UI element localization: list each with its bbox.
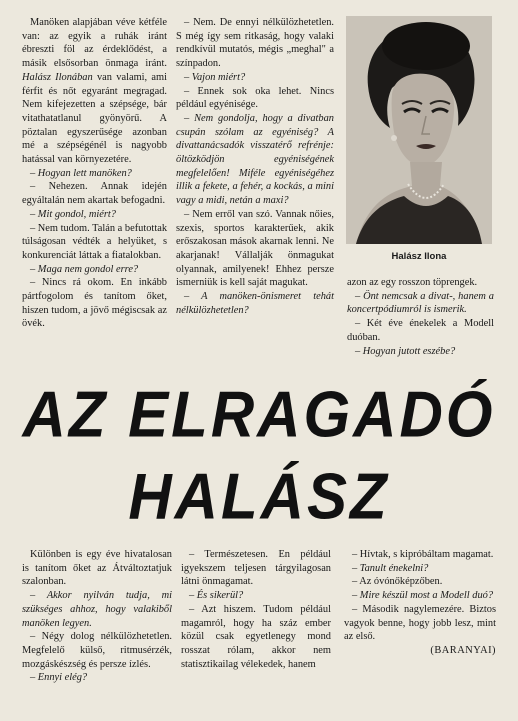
paragraph: – Nem erről van szó. Vannak nőies, szexis, sportos karakterűek, akik erőszakosan mások akarnak lenni. Ne akarjanak! Vállalják önmagukat olyannak, amilyenek! Ehhez persze ismerniük is kell saját magukat. xyxy=(176,208,334,289)
paragraph: – Mit gondol, miért? xyxy=(30,208,117,220)
paragraph: – Az óvónőképzőben. xyxy=(352,576,443,588)
headline-line-1: AZ ELRAGADÓ xyxy=(22,378,496,451)
paragraph: – Vajon miért? xyxy=(184,71,246,83)
paragraph: – Akkor nyilván tudja, mi szükséges ahhoz, hogy valakiből manöken legyen. xyxy=(22,590,172,629)
bottom-column-1 xyxy=(22,548,172,685)
paragraph: – Nem gondolja, hogy a divatban csupán szólam az egyéniség? A divattanácsadók visszatérő refrénje: öltözködjön egyéniségének megfelelően! Miféle egyéniségéhez illik a fekete, a fehér, a kockás, a mini vagy a midi, netán a maxi? xyxy=(176,112,334,207)
paragraph: – Hívtak, s kipróbáltam magamat. xyxy=(352,549,494,560)
paragraph: – Nem. De ennyi nélkülözhetetlen. S még így sem ritkaság, hogy valaki rendkívül mutatós, mégis „meghal" a színpadon. xyxy=(176,17,334,70)
paragraph: – És sikerül? xyxy=(189,590,244,602)
paragraph: – Mire készül most a Modell duó? xyxy=(352,590,494,602)
article-column-1 xyxy=(22,16,167,331)
paragraph: – Azt hiszem. Tudom például magamról, hogy ha száz ember közül csak egyetlenegy mond rosszat rólam, akkor nem statisztikailag vélekedek, hanem xyxy=(181,603,331,670)
paragraph: – Nincs rá okom. En inkább pártfogolom és tanítom őket, hiszen tudom, a jövő mégiscsak az övék. xyxy=(22,277,167,330)
paragraph: – Két éve énekelek a Modell duóban. xyxy=(347,318,494,343)
paragraph: – Nehezen. Annak idején egyáltalán nem akartak befogadni. xyxy=(22,181,167,207)
paragraph: – Nem tudom. Talán a befutottak túlságosan védték a helyüket, s konkurenciát láttak a fiatalokban. xyxy=(22,222,168,261)
name-emphasis: Halász Ilonában xyxy=(22,71,93,83)
bottom-column-3 xyxy=(344,548,496,658)
paragraph: – Maga nem gondol erre? xyxy=(30,263,139,275)
paragraph: – Természetesen. En például igyekszem teljesen tárgyilagosan látni önmagamat. xyxy=(181,549,331,588)
portrait-photo xyxy=(346,16,492,244)
photo-caption: Halász Ilona xyxy=(391,251,447,262)
paragraph: – Ennek sok oka lehet. Nincs például egyénisége. xyxy=(176,85,334,111)
author-signature: (BARANYAI) xyxy=(430,644,496,656)
paragraph: azon az egy rosszon töprengek. xyxy=(347,277,478,288)
paragraph: – Ennyi elég? xyxy=(30,672,88,684)
paragraph: Különben is egy éve hivatalosan is tanítom őket az Átváltoztatjuk szalonban. xyxy=(22,549,172,588)
bottom-column-2 xyxy=(181,548,331,671)
paragraph: Manöken alapjában véve kétféle van: az egyik a ruhák iránt ébreszti föl az érdeklődést, a másik elsősorban önmaga iránt. Halász Ilonában van valami, ami férfit és nőt egyaránt megragad. Nem kifejezetten a szépsége, bár vitathatatlanul gyönyörű. A pöztalan egyszerűsége azonban mé a szépségénél is nagyobb hatással van környezetére. xyxy=(22,17,167,166)
paragraph: – Hogyan jutott eszébe? xyxy=(355,345,456,357)
article-column-2 xyxy=(176,16,334,317)
paragraph: – Önt nemcsak a divat-, hanem a koncertpódiumról is ismerik. xyxy=(347,290,494,316)
headline-line-2: HALÁSZ xyxy=(128,460,390,533)
portrait-image xyxy=(346,16,492,244)
paragraph: – Tanult énekelni? xyxy=(352,562,429,574)
paragraph: – Négy dolog nélkülözhetetlen. Megfelelő külső, ritmusérzék, mozgáskészség és persze ízlés. xyxy=(22,631,172,670)
paragraph: – Hogyan lett manöken? xyxy=(30,167,132,179)
paragraph: – Második nagylemezére. Biztos vagyok benne, hogy jobb lesz, mint az első. xyxy=(344,603,496,643)
article-column-3 xyxy=(347,276,494,358)
paragraph: – A manöken-önismeret tehát nélkülözhetetlen? xyxy=(176,291,334,316)
